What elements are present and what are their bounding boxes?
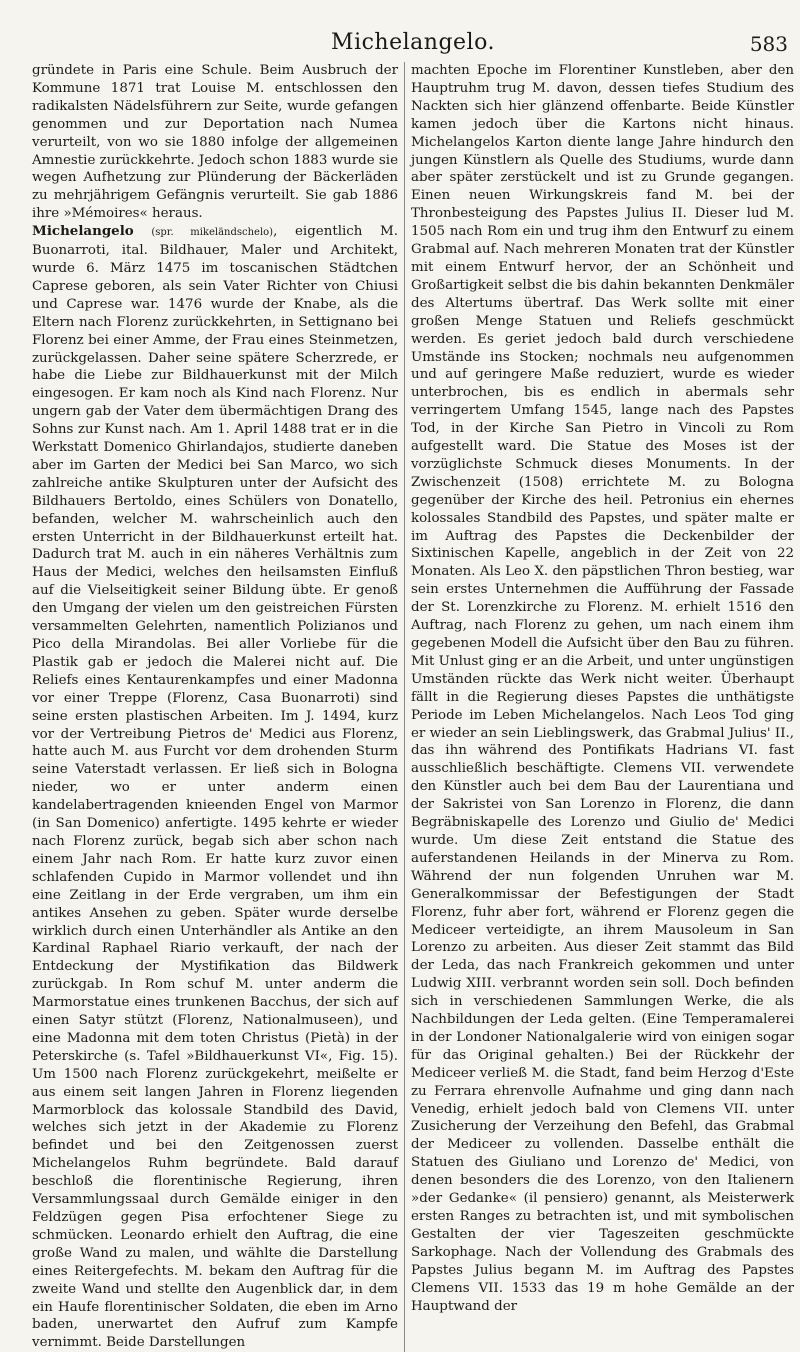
page-number: 583 <box>749 32 788 56</box>
right-column-text: machten Epoche im Florentiner Kunstleben, aber den Hauptruhm trug M. davon, dessen tiefes Studium des Nackten sich hier glänzend offenbarte. Beide Künstler kamen jedoch über die Kartons nicht hinaus. Michelangelos Karton diente lange Jahre hindurch den jungen Künstlern als Quelle des Studiums, wurde dann aber später zerstückelt und ist zu Grunde gegangen. Einen neuen Wirkungskreis fand M. bei der Thronbesteigung des Papstes Julius II. Dieser lud M. 1505 nach Rom ein und trug ihm den Entwurf zu einem Grabmal auf. Nach mehreren Monaten trat der Künstler mit einem Entwurf hervor, der an Schönheit und Großartigkeit selbst die bis dahin bekannten Denkmäler des Altertums übertraf. Das Werk sollte mit einer großen Menge Statuen und Reliefs geschmückt werden. Es geriet jedoch bald durch verschiedene Umstände ins Stocken; nochmals neu aufgenommen und auf geringere Maße reduziert, wurde es wieder unterbrochen, bis es endlich in abermals sehr verringertem Umfang 1545, lange nach des Papstes Tod, in der Kirche San Pietro in Vincoli zu Rom aufgestellt ward. Die Statue des Moses ist der vorzüglichste Schmuck dieses Monuments. In der Zwischenzeit (1508) errichtete M. zu Bologna gegenüber der Kirche des heil. Petronius ein ehernes kolossales Standbild des Papstes, und später malte er im Auftrag des Papstes die Deckenbilder der Sixtinischen Kapelle, angeblich in der Zeit von 22 Monaten. Als Leo X. den päpstlichen Thron bestieg, war sein erstes Unternehmen die Aufführung der Fassade der St. Lorenzkirche zu Florenz. M. erhielt 1516 den Auftrag, nach Florenz zu gehen, um nach einem ihm gegebenen Modell die Aufsicht über den Bau zu führen. Mit Unlust ging er an die Arbeit, und unter ungünstigen Umständen rückte das Werk nicht weiter. Überhaupt fällt in die Regierung dieses Papstes die unthätigste Periode im Leben Michelangelos. Nach Leos Tod ging er wieder an sein Lieblingswerk, das Grabmal Julius' II., das ihn während des Pontifikats Hadrians VI. fast ausschließlich beschäftigte. Clemens VII. verwendete den Künstler auch bei dem Bau der Laurentiana und der Sakristei von San Lorenzo in Florenz, die dann Begräbniskapelle des Lorenzo und Giulio de' Medici wurde. Um diese Zeit entstand die Statue des auferstandenen Heilands in der Minerva zu Rom. Während der nun folgenden Unruhen war M. Generalkommissar der Befestigungen der Stadt Florenz, fuhr aber fort, während er Florenz gegen die Mediceer verteidigte, an ihrem Mausoleum in San Lorenzo zu arbeiten. Aus dieser Zeit stammt das Bild der Leda, das nach Frankreich gekommen und unter Ludwig XIII. verbrannt worden sein soll. Doch befinden sich in verschiedenen Sammlungen Werke, die als Nachbildungen der Leda gelten. (Eine Temperamalerei in der Londoner Nationalgalerie wird von einigen sogar für das Original gehalten.) Bei der Rückkehr der Mediceer verließ M. die Stadt, fand beim Herzog d'Este zu Ferrara ehrenvolle Aufnahme und ging dann nach Venedig, erhielt jedoch bald von Clemens VII. unter Zusicherung der Verzeihung den Befehl, das Grabmal der Mediceer zu vollenden. Dasselbe enthält die Statuen des Giuliano und Lorenzo de' Medici, von denen besonders die des Lorenzo, von den Italienern »der Gedanke« (il pensiero) genannt, als Meisterwerk ersten Ranges zu betrachten ist, und mit symbolischen Gestalten der vier Tageszeiten geschmückte Sarkophage. Nach der Vollendung des Grabmals des Papstes Julius begann M. im Auftrag des Papstes Clemens VII. 1533 das 19 m hohe Gemälde an der Hauptwand der <box>411 63 794 1314</box>
right-column <box>404 62 794 1352</box>
page-header <box>32 22 794 62</box>
entry-headword: Michelangelo <box>32 223 134 240</box>
left-column <box>32 62 404 1352</box>
entry-michelangelo <box>32 223 398 1352</box>
entry-body: , eigentlich M. Buonarroti, ital. Bildhauer, Maler und Architekt, wurde 6. März 1475 im toscanischen Städtchen Caprese geboren, als sein Vater Richter von Chiusi und Caprese war. 1476 wurde der Knabe, als die Eltern nach Florenz zurückkehrten, in Settignano bei Florenz bei einer Amme, der Frau eines Steinmetzen, zurückgelassen. Daher seine spätere Scherzrede, er habe die Liebe zur Bildhauerkunst mit der Milch eingesogen. Er kam noch als Kind nach Florenz. Nur ungern gab der Vater dem übermächtigen Drang des Sohns zur Kunst nach. Am 1. April 1488 trat er in die Werkstatt Domenico Ghirlandajos, studierte daneben aber im Garten der Medici bei San Marco, wo sich zahlreiche antike Skulpturen unter der Aufsicht des Bildhauers Bertoldo, eines Schülers von Donatello, befanden, welcher M. wahrscheinlich auch den ersten Unterricht in der Bildhauerkunst erteilt hat. Dadurch trat M. auch in ein näheres Verhältnis zum Haus der Medici, welches den heilsamsten Einfluß auf die Vielseitigkeit seiner Bildung übte. Er genoß den Umgang der vielen um den geistreichen Fürsten versammelten Gelehrten, namentlich Polizianos und Pico della Mirandolas. Bei aller Vorliebe für die Plastik gab er jedoch die Malerei nicht auf. Die Reliefs eines Kentaurenkampfes und einer Madonna vor einer Treppe (Florenz, Casa Buonarroti) sind seine ersten plastischen Arbeiten. Im J. 1494, kurz vor der Vertreibung Pietros de' Medici aus Florenz, hatte auch M. aus Furcht vor dem drohenden Sturm seine Vaterstadt verlassen. Er ließ sich in Bologna nieder, wo er unter anderm einen kandelabertragenden knieenden Engel von Marmor (in San Domenico) anfertigte. 1495 kehrte er wieder nach Florenz zurück, begab sich aber schon nach einem Jahr nach Rom. Er hatte kurz zuvor einen schlafenden Cupido in Marmor vollendet und ihn eine Zeitlang in der Erde vergraben, um ihm ein antikes Ansehen zu geben. Später wurde derselbe wirklich durch einen Unterhändler als Antike an den Kardinal Raphael Riario verkauft, der nach der Entdeckung der Mystifikation das Bildwerk zurückgab. In Rom schuf M. unter anderm die Marmorstatue eines trunkenen Bacchus, der sich auf einen Satyr stützt (Florenz, Nationalmuseen), und eine Madonna mit dem toten Christus (Pietà) in der Peterskirche (s. Tafel »Bildhauerkunst VI«, Fig. 15). Um 1500 nach Florenz zurückgekehrt, meißelte er aus einem seit langen Jahren in Florenz liegenden Marmorblock das kolossale Standbild des David, welches sich jetzt in der Akademie zu Florenz befindet und bei den Zeitgenossen zuerst Michelangelos Ruhm begründete. Bald darauf beschloß die florentinische Regierung, ihren Versammlungssaal durch Gemälde einiger in den Feldzügen gegen Pisa erfochtener Siege zu schmücken. Leonardo erhielt den Auftrag, die eine große Wand zu malen, und wählte die Darstellung eines Reitergefechts. M. bekam den Auftrag für die zweite Wand und stellte den Augenblick dar, in dem ein Haufe florentinischer Soldaten, die eben im Arno baden, unerwartet den Aufruf zum Kampfe vernimmt. Beide Darstellungen <box>32 224 398 1351</box>
previous-entry-text: gründete in Paris eine Schule. Beim Ausbruch der Kommune 1871 trat Louise M. entschlossen den radikalsten Nädelsführern zur Seite, wurde gefangen genommen und zur Deportation nach Numea verurteilt, von wo sie 1880 infolge der allgemeinen Amnestie zurückkehrte. Jedoch schon 1883 wurde sie wegen Aufhetzung zur Plünderung der Bäckerläden zu mehrjährigem Gefängnis verurteilt. Sie gab 1886 ihre »Mémoires« heraus. <box>32 63 398 222</box>
pronunciation: (spr. mikeländschelo) <box>151 227 274 239</box>
running-title: Michelangelo. <box>331 30 495 55</box>
text-columns <box>32 62 794 1352</box>
